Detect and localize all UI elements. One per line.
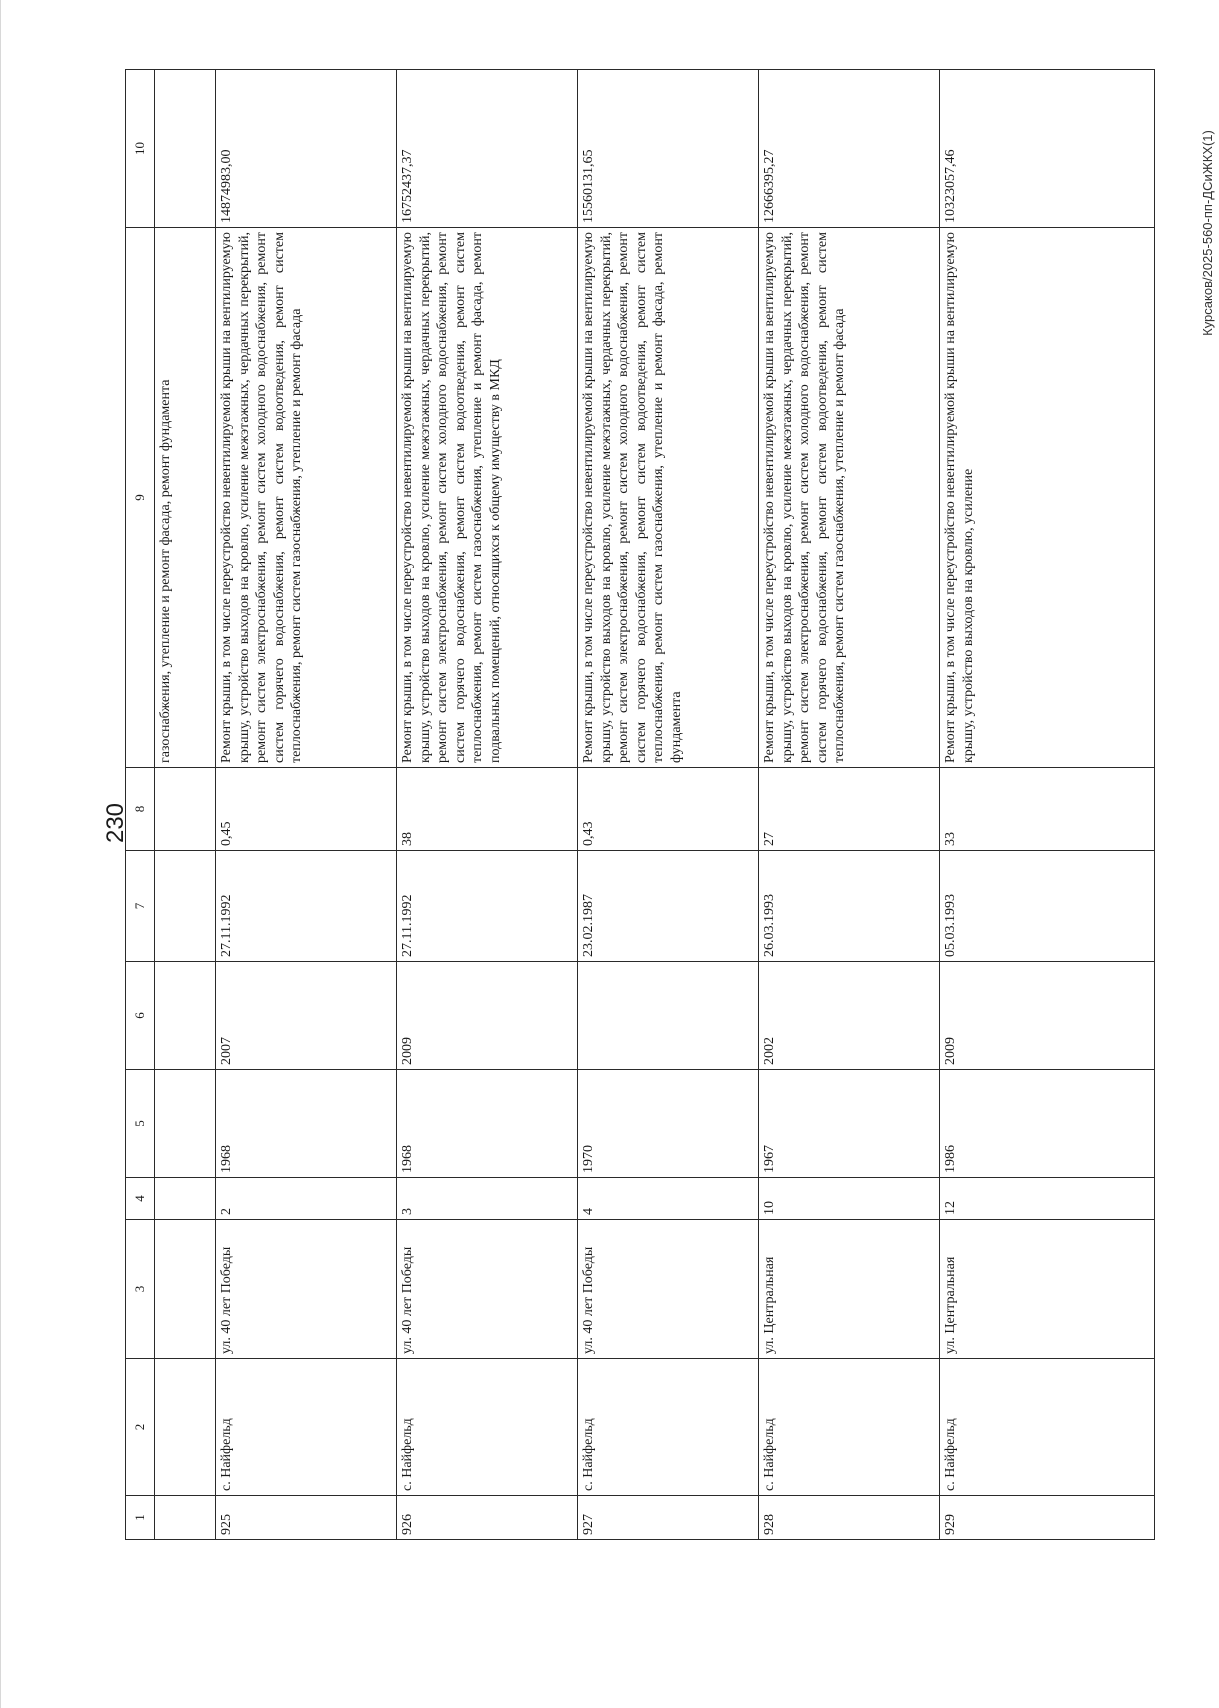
cell-house: 2 — [216, 1178, 397, 1220]
cell-locality: с. Найфельд — [397, 1359, 578, 1496]
table-row — [940, 70, 1155, 1540]
cell-street: ул. Центральная — [940, 1220, 1155, 1359]
cell-empty — [155, 851, 216, 962]
cell-row-number: 926 — [397, 1496, 578, 1540]
cell-house: 10 — [759, 1178, 940, 1220]
cell-col6: 2007 — [216, 962, 397, 1070]
cell-empty — [155, 1359, 216, 1496]
cell-amount: 14874983,00 — [216, 70, 397, 228]
cell-empty — [155, 1220, 216, 1359]
cell-locality: с. Найфельд — [940, 1359, 1155, 1496]
cell-house: 4 — [578, 1178, 759, 1220]
table-orientation-wrapper — [125, 70, 1155, 1540]
table-row — [578, 70, 759, 1540]
cell-year-built: 1967 — [759, 1070, 940, 1178]
table-row — [759, 70, 940, 1540]
cell-description: Ремонт крыши, в том числе переустройство невентилируемой крыши на вентилируемую крышу, устройство выходов на кровлю, усиление межэтажных, чердачных перекрытий, ремонт систем электроснабжения, ремонт систем холодного водоснабжения, ремонт систем горячего водоснабжения, ремонт систем водоотведения, ремонт систем теплоснабжения, ремонт систем газоснабжения, утепление и ремонт фасада — [759, 228, 940, 768]
table-row — [216, 70, 397, 1540]
cell-empty — [155, 1496, 216, 1540]
cell-description: Ремонт крыши, в том числе переустройство невентилируемой крыши на вентилируемую крышу, устройство выходов на кровлю, усиление межэтажных, чердачных перекрытий, ремонт систем электроснабжения, ремонт систем холодного водоснабжения, ремонт систем горячего водоснабжения, ремонт систем водоотведения, ремонт систем теплоснабжения, ремонт систем газоснабжения, утепление и ремонт фасада — [216, 228, 397, 768]
cell-amount: 16752437,37 — [397, 70, 578, 228]
cell-col6: 2009 — [940, 962, 1155, 1070]
col-header-1: 1 — [126, 1496, 155, 1540]
cell-row-number: 928 — [759, 1496, 940, 1540]
cell-empty — [155, 70, 216, 228]
works-table — [125, 69, 1155, 1540]
col-header-7: 7 — [126, 851, 155, 962]
cell-description: газоснабжения, утепление и ремонт фасада, ремонт фундамента — [155, 228, 216, 768]
cell-col6: 2009 — [397, 962, 578, 1070]
cell-locality: с. Найфельд — [759, 1359, 940, 1496]
cell-year-built: 1970 — [578, 1070, 759, 1178]
continuation-row — [155, 70, 216, 1540]
cell-date: 27.11.1992 — [397, 851, 578, 962]
cell-year-built: 1968 — [216, 1070, 397, 1178]
cell-locality: с. Найфельд — [578, 1359, 759, 1496]
cell-row-number: 927 — [578, 1496, 759, 1540]
cell-description: Ремонт крыши, в том числе переустройство невентилируемой крыши на вентилируемую крышу, устройство выходов на кровлю, усиление межэтажных, чердачных перекрытий, ремонт систем электроснабжения, ремонт систем холодного водоснабжения, ремонт систем горячего водоснабжения, ремонт систем водоотведения, ремонт систем теплоснабжения, ремонт систем газоснабжения, утепление и ремонт фасада, ремонт фундамента — [578, 228, 759, 768]
cell-col8: 38 — [397, 768, 578, 851]
cell-date: 23.02.1987 — [578, 851, 759, 962]
cell-locality: с. Найфельд — [216, 1359, 397, 1496]
col-header-8: 8 — [126, 768, 155, 851]
cell-col8: 27 — [759, 768, 940, 851]
cell-description: Ремонт крыши, в том числе переустройство невентилируемой крыши на вентилируемую крышу, устройство выходов на кровлю, усиление — [940, 228, 1155, 768]
cell-house: 3 — [397, 1178, 578, 1220]
cell-date: 27.11.1992 — [216, 851, 397, 962]
cell-col6: 2002 — [759, 962, 940, 1070]
cell-col8: 0,45 — [216, 768, 397, 851]
cell-amount: 12666395,27 — [759, 70, 940, 228]
cell-col6 — [578, 962, 759, 1070]
cell-street: ул. 40 лет Победы — [216, 1220, 397, 1359]
cell-date: 26.03.1993 — [759, 851, 940, 962]
table-row — [397, 70, 578, 1540]
cell-empty — [155, 962, 216, 1070]
col-header-2: 2 — [126, 1359, 155, 1496]
cell-empty — [155, 1178, 216, 1220]
cell-house: 12 — [940, 1178, 1155, 1220]
col-header-9: 9 — [126, 228, 155, 768]
cell-empty — [155, 768, 216, 851]
cell-year-built: 1986 — [940, 1070, 1155, 1178]
cell-empty — [155, 1070, 216, 1178]
col-header-3: 3 — [126, 1220, 155, 1359]
cell-year-built: 1968 — [397, 1070, 578, 1178]
document-code: Курсаков/2025-560-пп-ДСиЖКХ(1) — [1200, 130, 1215, 336]
header-row — [126, 70, 155, 1540]
col-header-10: 10 — [126, 70, 155, 228]
cell-street: ул. 40 лет Победы — [578, 1220, 759, 1359]
col-header-4: 4 — [126, 1178, 155, 1220]
col-header-5: 5 — [126, 1070, 155, 1178]
cell-street: ул. Центральная — [759, 1220, 940, 1359]
cell-col8: 0,43 — [578, 768, 759, 851]
cell-date: 05.03.1993 — [940, 851, 1155, 962]
page-number: 230 — [102, 802, 129, 844]
cell-row-number: 929 — [940, 1496, 1155, 1540]
cell-amount: 10323057,46 — [940, 70, 1155, 228]
scan-edge-line — [0, 0, 1, 1708]
cell-description: Ремонт крыши, в том числе переустройство невентилируемой крыши на вентилируемую крышу, устройство выходов на кровлю, усиление межэтажных, чердачных перекрытий, ремонт систем электроснабжения, ремонт систем холодного водоснабжения, ремонт систем горячего водоснабжения, ремонт систем водоотведения, ремонт систем теплоснабжения, ремонт систем газоснабжения, утепление и ремонт фасада, ремонт подвальных помещений, относящихся к общему имуществу в МКД — [397, 228, 578, 768]
rotated-table-frame — [125, 70, 1155, 1540]
cell-row-number: 925 — [216, 1496, 397, 1540]
cell-col8: 33 — [940, 768, 1155, 851]
col-header-6: 6 — [126, 962, 155, 1070]
cell-amount: 15560131,65 — [578, 70, 759, 228]
cell-street: ул. 40 лет Победы — [397, 1220, 578, 1359]
